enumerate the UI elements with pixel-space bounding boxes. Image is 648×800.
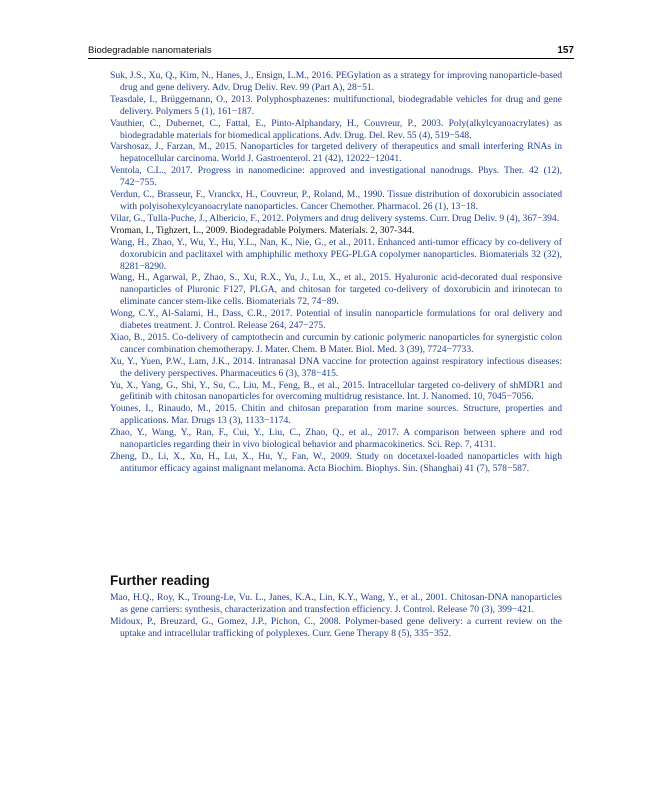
reference-item[interactable]: Wang, H., Agarwal, P., Zhao, S., Xu, R.X., Yu, J., Lu, X., et al., 2015. Hyaluronic acid-decorated dual responsive nanoparticles of Pluronic F127, PLGA, and chitosan for targeted co-delivery of doxorubicin and irinotecan to eliminate cancer stem-like cells. Biomaterials 72, 74−89.: [110, 272, 562, 308]
reference-item[interactable]: Xiao, B., 2015. Co-delivery of camptothecin and curcumin by cationic polymeric nanoparticles for synergistic colon cancer combination chemotherapy. J. Mater. Chem. B Mater. Biol. Med. 3 (39), 7724−7733.: [110, 331, 562, 355]
running-title: Biodegradable nanomaterials: [88, 45, 212, 56]
reference-item[interactable]: Varshosaz, J., Farzan, M., 2015. Nanoparticles for targeted delivery of therapeutics and small interfering RNAs in hepatocellular carcinoma. World J. Gastroenterol. 21 (42), 12022−12041.: [110, 141, 562, 165]
reference-item[interactable]: Zhao, Y., Wang, Y., Ran, F., Cui, Y., Liu, C., Zhao, Q., et al., 2017. A comparison between sphere and rod nanoparticles regarding their in vivo biological behavior and pharmacokinetics. Sci. Rep. 7, 4131.: [110, 427, 562, 451]
reference-item[interactable]: Verdun, C., Brasseur, F., Vranckx, H., Couvreur, P., Roland, M., 1990. Tissue distribution of doxorubicin associated with polyisohexylcyanoacrylate nanoparticles. Cancer Chemother. Pharmacol. 26 (1), 13−18.: [110, 189, 562, 212]
reference-list: [110, 70, 562, 475]
reference-item[interactable]: Wong, C.Y., Al-Salami, H., Dass, C.R., 2017. Potential of insulin nanoparticle formulations for oral delivery and diabetes treatment. J. Control. Release 264, 247−275.: [110, 308, 562, 332]
reference-item[interactable]: Teasdale, I., Brüggemann, O., 2013. Polyphosphazenes: multifunctional, biodegradable vehicles for drug and gene delivery. Polymers 5 (1), 161−187.: [110, 93, 562, 117]
reference-item[interactable]: Yu, X., Yang, G., Shi, Y., Su, C., Liu, M., Feng, B., et al., 2015. Intracellular targeted co-delivery of shMDR1 and gefitinib with chitosan nanoparticles for overcoming multidrug resistance. Int. J. Nanomed. 10, 7045−7056.: [110, 379, 562, 403]
reference-item[interactable]: Wang, H., Zhao, Y., Wu, Y., Hu, Y.L., Nan, K., Nie, G., et al., 2011. Enhanced anti-tumor efficacy by co-delivery of doxorubicin and paclitaxel with amphiphilic methoxy PEG-PLGA copolymer nanoparticles. Biomaterials 32 (32), 8281−8290.: [110, 236, 562, 272]
reference-item[interactable]: Younes, I., Rinaudo, M., 2015. Chitin and chitosan preparation from marine sources. Structure, properties and applications. Mar. Drugs 13 (3), 1133−1174.: [110, 403, 562, 427]
reference-item[interactable]: Ventola, C.L., 2017. Progress in nanomedicine: approved and investigational nanodrugs. Phys. Ther. 42 (12), 742−755.: [110, 165, 562, 189]
running-header: [88, 40, 574, 59]
page-number: 157: [557, 45, 574, 56]
reference-item-unlinked: Vroman, I., Tighzert, L., 2009. Biodegradable Polymers. Materials. 2, 307-344.: [110, 224, 415, 236]
reference-item[interactable]: Suk, J.S., Xu, Q., Kim, N., Hanes, J., Ensign, L.M., 2016. PEGylation as a strategy for improving nanoparticle-based drug and gene delivery. Adv. Drug Deliv. Rev. 99 (Part A), 28−51.: [110, 70, 562, 93]
reference-item[interactable]: Vauthier, C., Dubernet, C., Fattal, E., Pinto-Alphandary, H., Couvreur, P., 2003. Poly(alkylcyanoacrylates) as biodegradable materials for biomedical applications. Adv. Drug. Del. Rev. 55 (4), 519−548.: [110, 117, 562, 141]
further-reading-list: [110, 592, 562, 640]
reference-item[interactable]: Vilar, G., Tulla-Puche, J., Albericio, F., 2012. Polymers and drug delivery systems. Curr. Drug Deliv. 9 (4), 367−394.: [110, 212, 560, 224]
further-reading-heading: Further reading: [110, 573, 210, 588]
further-reading-item[interactable]: Midoux, P., Breuzard, G., Gomez, J.P., Pichon, C., 2008. Polymer-based gene delivery: a current review on the uptake and intracellular trafficking of polyplexes. Curr. Gene Therapy 8 (5), 335−352.: [110, 615, 562, 639]
reference-item[interactable]: Zheng, D., Li, X., Xu, H., Lu, X., Hu, Y., Fan, W., 2009. Study on docetaxel-loaded nanoparticles with high antitumor efficacy against malignant melanoma. Acta Biochim. Biophys. Sin. (Shanghai) 41 (7), 578−587.: [110, 451, 562, 474]
further-reading-item[interactable]: Mao, H.Q., Roy, K., Troung-Le, Vu. L., Janes, K.A., Lin, K.Y., Wang, Y., et al., 2001. Chitosan-DNA nanoparticles as gene carriers: synthesis, characterization and transfection efficiency. J. Control. Release 70 (3), 399−421.: [110, 592, 562, 615]
reference-item[interactable]: Xu, Y., Yuen, P.W., Lam, J.K., 2014. Intranasal DNA vaccine for protection against respiratory infectious diseases: the delivery perspectives. Pharmaceutics 6 (3), 378−415.: [110, 355, 562, 379]
